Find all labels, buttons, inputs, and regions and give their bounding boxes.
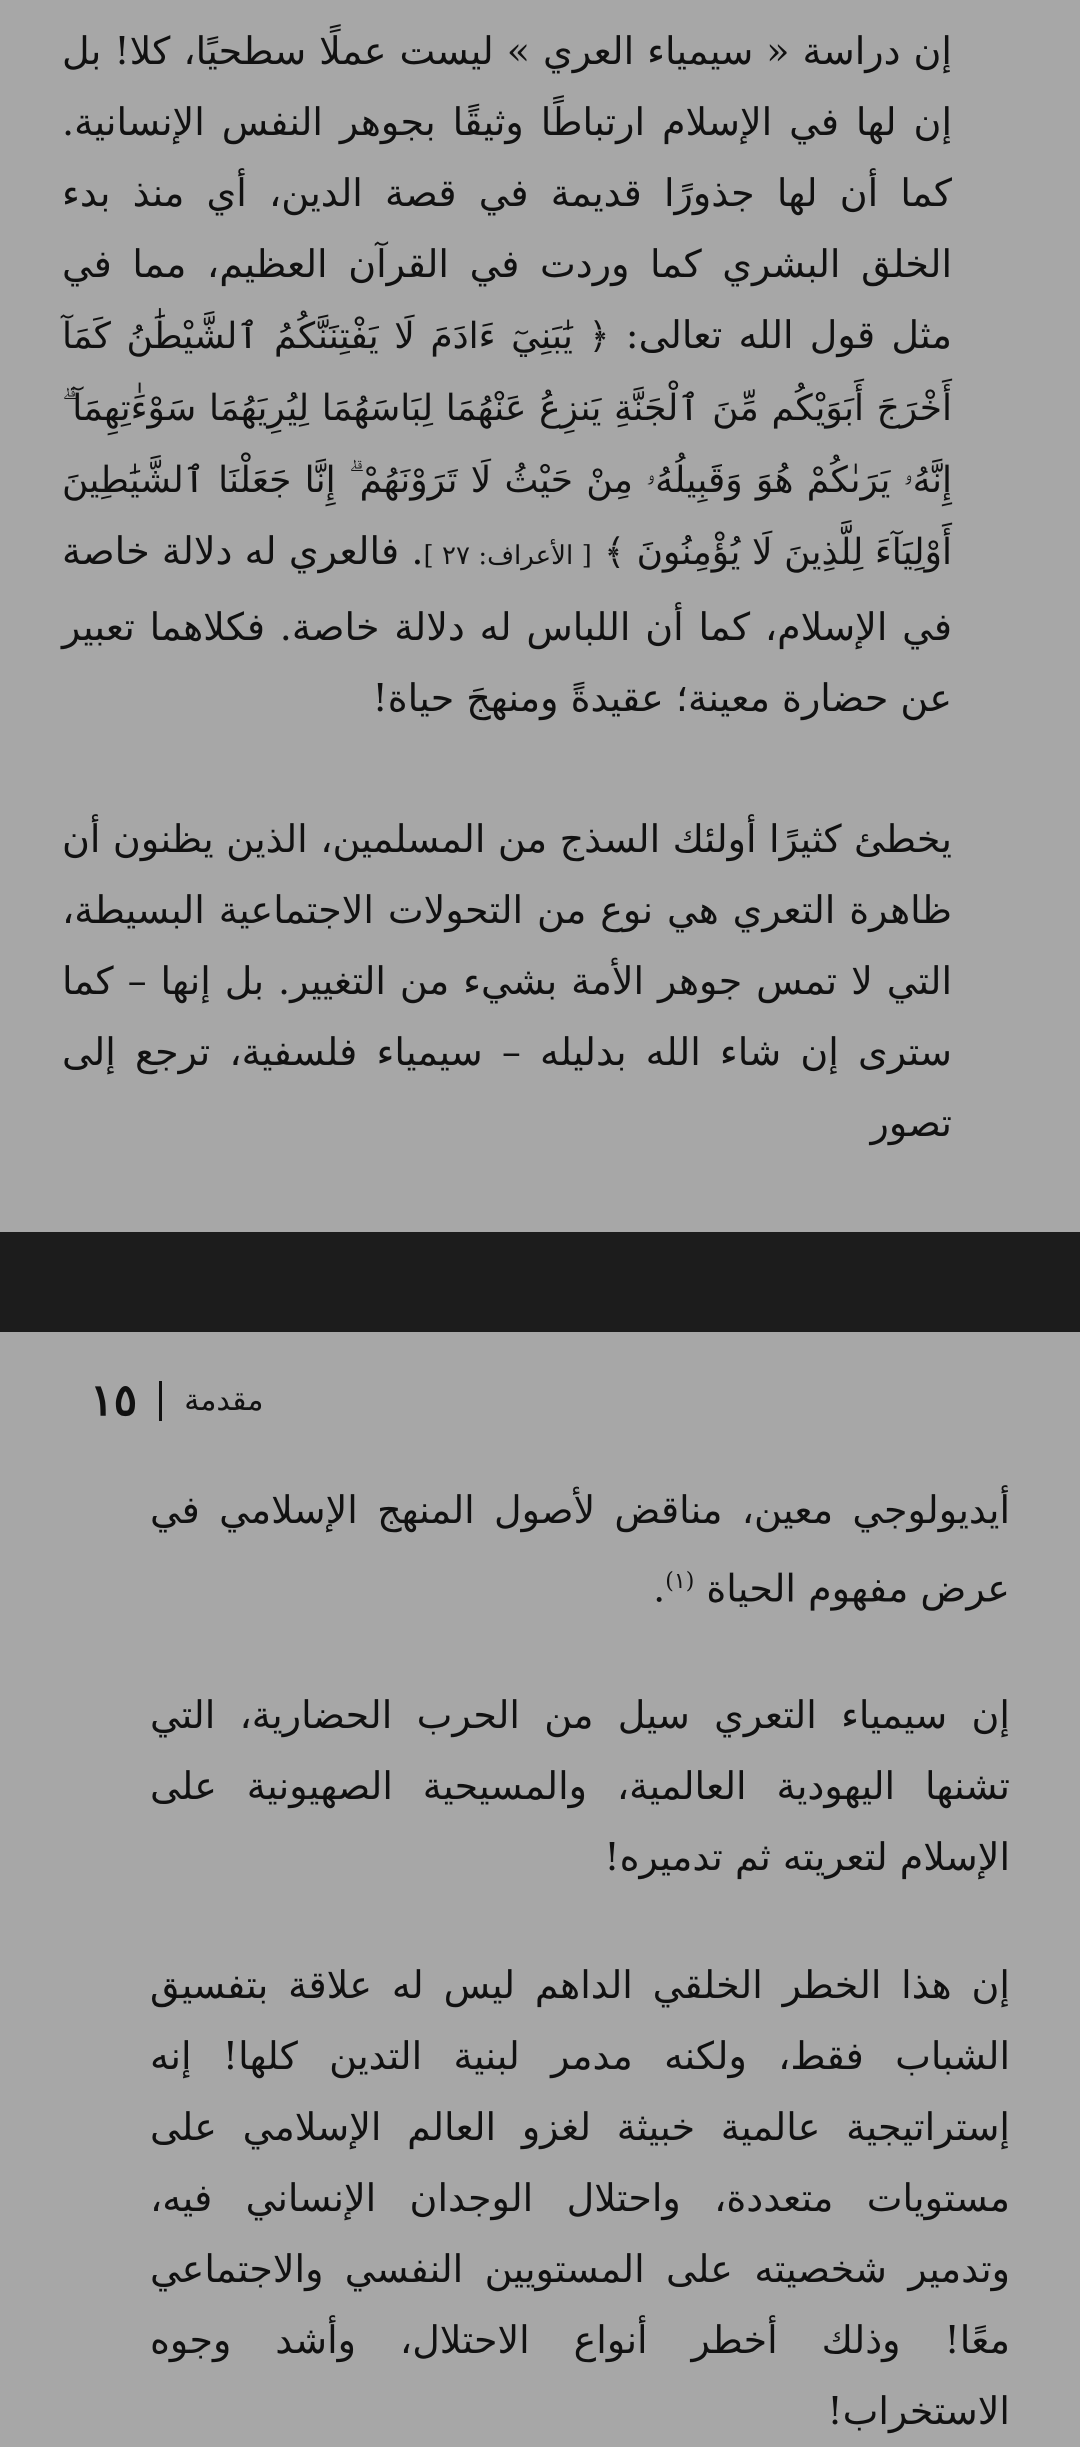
paragraph-intro: إن دراسة « سيمياء العري » ليست عملًا سطحيًا، كلا! بل إن لها في الإسلام ارتباطًا وثيقًا بجوهر النفس الإنسانية. كما أن لها جذورًا قديمة في قصة الدين، أي منذ بدء الخلق البشري كما وردت في القرآن العظيم، مما في مثل قول الله تعالى: bbox=[62, 29, 952, 357]
page-header bbox=[90, 1375, 263, 1426]
paragraph-end: . bbox=[653, 1566, 666, 1611]
footnote-marker[interactable]: (١) bbox=[665, 1569, 695, 1594]
paragraph-nudity-phenomenon: يخطئ كثيرًا أولئك السذج من المسلمين، الذين يظنون أن ظاهرة التعري هي نوع من التحولات الاجتماعية البسيطة، التي لا تمس جوهر الأمة بشيء من التغيير. بل إنها – كما سترى إن شاء الله بدليله – سيمياء فلسفية، ترجع إلى تصور bbox=[62, 817, 952, 1145]
paragraph-ideology bbox=[150, 1475, 1010, 1625]
paragraph-outro: . فالعري له دلالة خاصة في الإسلام، كما أن اللباس له دلالة خاصة. فكلاهما تعبير عن حضارة معينة؛ عقيدةً ومنهجَ حياة! bbox=[62, 529, 952, 720]
page-number: ١٥ bbox=[90, 1375, 138, 1426]
paragraph-moral-danger: إن هذا الخطر الخلقي الداهم ليس له علاقة بتفسيق الشباب فقط، ولكنه مدمر لبنية التدين كلها! إنه إستراتيجية عالمية خبيثة لغزو العالم الإسلامي على مستويات متعددة، واحتلال الوجدان الإنساني فيه، وتدمير شخصيته على المستويين النفسي والاجتماعي معًا! وذلك أخطر أنواع الاحتلال، وأشد وجوه الاستخراب! bbox=[150, 1963, 1010, 2433]
paragraph-civilizational-war: إن سيمياء التعري سيل من الحرب الحضارية، التي تشنها اليهودية العالمية، والمسيحية الصهيونية على الإسلام لتعريته ثم تدميره! bbox=[150, 1693, 1010, 1879]
paragraph-quran-context bbox=[62, 16, 952, 734]
quran-verse: ﴿ يَٰبَنِيٓ ءَادَمَ لَا يَفْتِنَنَّكُمُ ٱلشَّيْطَٰنُ كَمَآ أَخْرَجَ أَبَوَيْكُم مِّنَ ٱلْجَنَّةِ يَنزِعُ عَنْهُمَا لِبَاسَهُمَا لِيُرِيَهُمَا سَوْءَٰتِهِمَآ ۗ إِنَّهُۥ يَرَىٰكُمْ هُوَ وَقَبِيلُهُۥ مِنْ حَيْثُ لَا تَرَوْنَهُمْ ۗ إِنَّا جَعَلْنَا ٱلشَّيَٰطِينَ أَوْلِيَآءَ لِلَّذِينَ لَا يُؤْمِنُونَ ﴾ bbox=[62, 316, 952, 573]
page-divider bbox=[0, 1232, 1080, 1332]
chapter-title: مقدمة bbox=[184, 1383, 264, 1418]
verse-reference: [ الأعراف: ٢٧ ] bbox=[423, 541, 592, 571]
paragraph-text: أيديولوجي معين، مناقض لأصول المنهج الإسلامي في عرض مفهوم الحياة bbox=[150, 1488, 1010, 1611]
header-separator bbox=[159, 1381, 162, 1421]
